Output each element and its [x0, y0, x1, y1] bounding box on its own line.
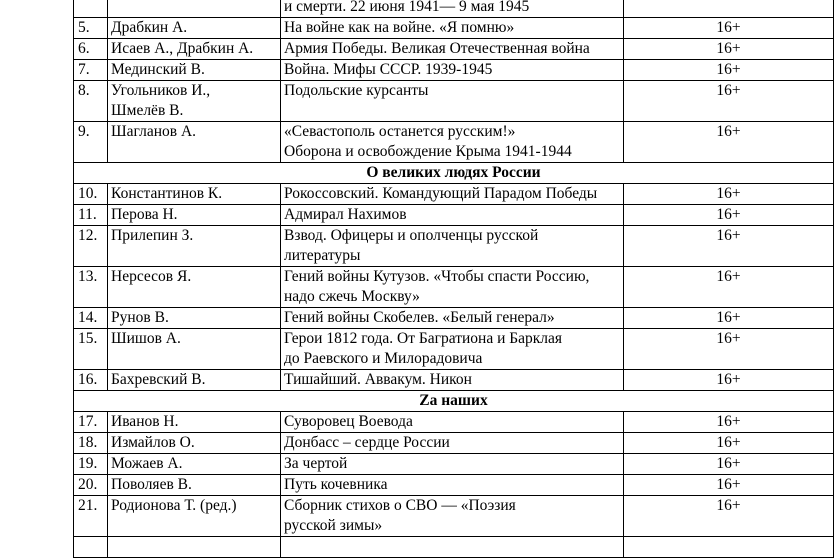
author-cell	[108, 329, 281, 370]
age-rating: 16+	[624, 205, 834, 226]
author-cell	[108, 370, 281, 391]
row-number	[74, 537, 108, 558]
title-cell	[281, 18, 624, 39]
title-cell-line: «Севастополь останется русским!»	[284, 123, 516, 140]
title-cell-line: Война. Мифы СССР. 1939-1945	[284, 61, 493, 78]
age-rating: 16+	[624, 475, 834, 496]
row-number: 12.	[74, 226, 108, 267]
author-cell	[108, 60, 281, 81]
row-number: 13.	[74, 267, 108, 308]
title-cell	[281, 122, 624, 163]
age-rating: 16+	[624, 81, 834, 122]
age-rating: 16+	[624, 496, 834, 537]
row-number: 6.	[74, 39, 108, 60]
author-cell-line	[111, 0, 276, 17]
title-cell-line: Путь кочевника	[284, 476, 388, 493]
author-cell-line: Измайлов О.	[111, 434, 195, 451]
table-row	[74, 412, 834, 433]
age-rating: 16+	[624, 454, 834, 475]
row-number	[74, 0, 108, 18]
author-cell-line: Перова Н.	[111, 206, 178, 223]
row-number: 16.	[74, 370, 108, 391]
table-row	[74, 475, 834, 496]
author-cell	[108, 454, 281, 475]
title-cell-line: За чертой	[284, 455, 348, 472]
author-cell-line: Прилепин З.	[111, 227, 194, 244]
title-cell	[281, 267, 624, 308]
author-cell-line: Константинов К.	[111, 185, 223, 202]
author-cell-line	[111, 537, 276, 557]
title-cell	[281, 81, 624, 122]
row-number: 5.	[74, 18, 108, 39]
title-cell-line: На войне как на войне. «Я помню»	[284, 19, 515, 36]
title-cell	[281, 226, 624, 267]
author-cell-line: Иванов Н.	[111, 413, 179, 430]
table-row	[74, 329, 834, 370]
row-number: 17.	[74, 412, 108, 433]
author-cell-line: Рунов В.	[111, 309, 169, 326]
author-cell	[108, 0, 281, 18]
title-cell-line: Донбасс – сердце России	[284, 434, 450, 451]
author-cell	[108, 39, 281, 60]
age-rating	[624, 537, 834, 558]
author-cell	[108, 475, 281, 496]
row-number: 7.	[74, 60, 108, 81]
title-cell-line: литературы	[284, 247, 361, 264]
author-cell	[108, 184, 281, 205]
title-cell	[281, 329, 624, 370]
row-number: 11.	[74, 205, 108, 226]
author-cell-line: Мединский В.	[111, 61, 205, 78]
title-cell	[281, 412, 624, 433]
table-row	[74, 60, 834, 81]
author-cell	[108, 308, 281, 329]
book-list-table	[73, 0, 834, 558]
title-cell-line	[284, 537, 619, 557]
age-rating: 16+	[624, 18, 834, 39]
row-number: 9.	[74, 122, 108, 163]
table-row	[74, 496, 834, 537]
table-row	[74, 454, 834, 475]
title-cell	[281, 39, 624, 60]
row-number: 20.	[74, 475, 108, 496]
section-header-row	[74, 391, 834, 412]
title-cell-line: и смерти. 22 июня 1941— 9 мая 1945	[284, 0, 530, 15]
age-rating: 16+	[624, 308, 834, 329]
age-rating: 16+	[624, 60, 834, 81]
table-row	[74, 205, 834, 226]
author-cell-line: Исаев А., Драбкин А.	[111, 40, 254, 57]
age-rating: 16+	[624, 412, 834, 433]
author-cell	[108, 122, 281, 163]
row-number: 19.	[74, 454, 108, 475]
title-cell-line: Герои 1812 года. От Багратиона и Барклая	[284, 330, 563, 347]
age-rating: 16+	[624, 329, 834, 370]
title-cell-line: Армия Победы. Великая Отечественная война	[284, 40, 590, 57]
title-cell-line: Гений войны Кутузов. «Чтобы спасти Россию,	[284, 268, 590, 285]
title-cell	[281, 60, 624, 81]
table-row	[74, 0, 834, 18]
author-cell	[108, 412, 281, 433]
author-cell	[108, 18, 281, 39]
title-cell	[281, 433, 624, 454]
title-cell	[281, 454, 624, 475]
title-cell	[281, 184, 624, 205]
row-number: 18.	[74, 433, 108, 454]
row-number: 21.	[74, 496, 108, 537]
author-cell-line: Угольников И.,	[111, 82, 211, 99]
table-row	[74, 308, 834, 329]
row-number: 15.	[74, 329, 108, 370]
age-rating	[624, 0, 834, 18]
row-number: 10.	[74, 184, 108, 205]
table-row	[74, 18, 834, 39]
title-cell-line: Подольские курсанты	[284, 82, 429, 99]
author-cell	[108, 433, 281, 454]
author-cell-line: Драбкин А.	[111, 19, 188, 36]
age-rating: 16+	[624, 184, 834, 205]
author-cell-line: Родионова Т. (ред.)	[111, 497, 237, 514]
author-cell-line: Нерсесов Я.	[111, 268, 192, 285]
author-cell-line: Бахревский В.	[111, 371, 206, 388]
title-cell-line: Гений войны Скобелев. «Белый генерал»	[284, 309, 555, 326]
table-row	[74, 39, 834, 60]
author-cell-line: Можаев А.	[111, 455, 183, 472]
section-title: О великих людях России	[74, 163, 834, 184]
author-cell-line: Шишов А.	[111, 330, 181, 347]
section-title: Zа наших	[74, 391, 834, 412]
title-cell-line: Рокоссовский. Командующий Парадом Победы	[284, 185, 598, 202]
author-cell	[108, 267, 281, 308]
age-rating: 16+	[624, 267, 834, 308]
age-rating: 16+	[624, 433, 834, 454]
title-cell	[281, 537, 624, 558]
table-row	[74, 226, 834, 267]
author-cell-line: Шагланов А.	[111, 123, 197, 140]
title-cell-line: Тишайший. Аввакум. Никон	[284, 371, 472, 388]
author-cell-line: Поволяев В.	[111, 476, 192, 493]
title-cell	[281, 205, 624, 226]
title-cell	[281, 475, 624, 496]
section-header-row	[74, 163, 834, 184]
title-cell	[281, 496, 624, 537]
title-cell	[281, 308, 624, 329]
title-cell-line: Взвод. Офицеры и ополченцы русской	[284, 227, 539, 244]
title-cell-line: Суворовец Воевода	[284, 413, 413, 430]
table-row	[74, 267, 834, 308]
table-row	[74, 370, 834, 391]
title-cell-line: до Раевского и Милорадовича	[284, 350, 483, 367]
table-row	[74, 537, 834, 558]
title-cell-line: Адмирал Нахимов	[284, 206, 407, 223]
title-cell	[281, 370, 624, 391]
title-cell-line: Оборона и освобождение Крыма 1941-1944	[284, 143, 572, 160]
age-rating: 16+	[624, 39, 834, 60]
row-number: 14.	[74, 308, 108, 329]
table-row	[74, 81, 834, 122]
table-body	[74, 0, 834, 558]
title-cell	[281, 0, 624, 18]
author-cell-line: Шмелёв В.	[111, 102, 184, 119]
title-cell-line: Сборник стихов о СВО — «Поэзия	[284, 497, 516, 514]
title-cell-line: надо сжечь Москву»	[284, 288, 420, 305]
title-cell-line: русской зимы»	[284, 517, 383, 534]
table-row	[74, 122, 834, 163]
row-number: 8.	[74, 81, 108, 122]
age-rating: 16+	[624, 370, 834, 391]
author-cell	[108, 81, 281, 122]
age-rating: 16+	[624, 122, 834, 163]
author-cell	[108, 537, 281, 558]
author-cell	[108, 205, 281, 226]
table-row	[74, 184, 834, 205]
table-row	[74, 433, 834, 454]
author-cell	[108, 226, 281, 267]
author-cell	[108, 496, 281, 537]
age-rating: 16+	[624, 226, 834, 267]
